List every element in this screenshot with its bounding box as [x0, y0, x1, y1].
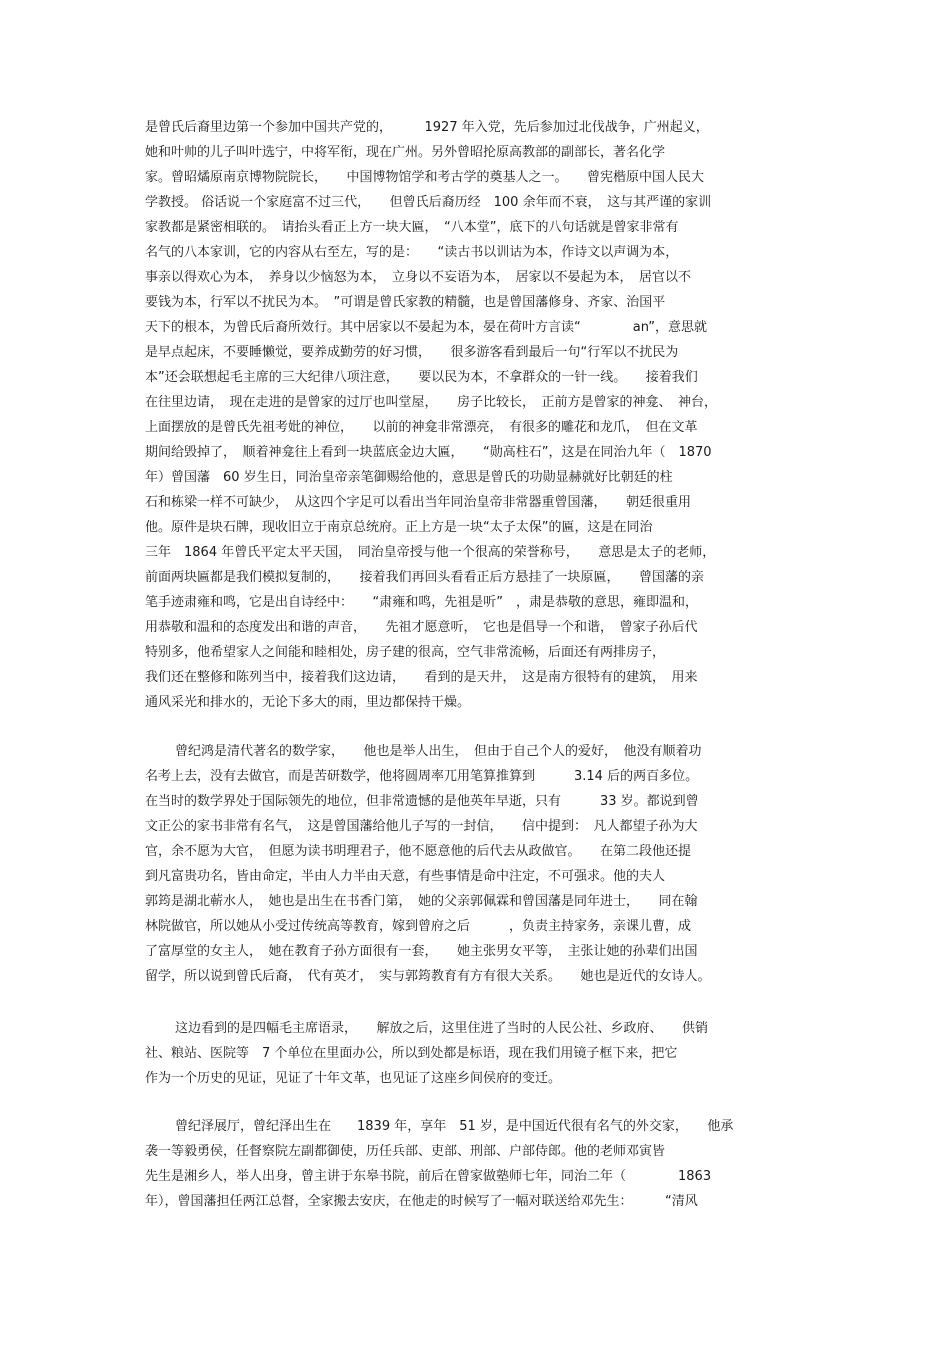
text-line: 这边看到的是四幅毛主席语录， 解放之后，这里住进了当时的人民公社、乡政府、 供销 — [175, 1021, 709, 1036]
text-line: 官，余不愿为大官， 但愿为读书明理君子，他不愿意他的后代去从政做官。 在第二段他还提 — [145, 844, 692, 859]
text-line: 天下的根本，为曾氏后裔所效行。其中居家以不晏起为本，晏在荷叶方言读“ an”，意思就 — [145, 320, 707, 335]
text-line: 年）曾国藩 60 岁生日，同治皇帝亲笔御赐给他的，意思是曾氏的功勋显赫就好比朝廷的柱 — [145, 470, 673, 485]
text-line: 事亲以得欢心为本， 养身以少恼怒为本， 立身以不妄语为本， 居家以不晏起为本， 居官以不 — [145, 270, 692, 285]
text-line: 文正公的家书非常有名气， 这是曾国藩给他儿子写的一封信， 信中提到： 凡人都望子孙为大 — [145, 819, 698, 834]
text-line: 我们还在整修和陈列当中，接着我们这边请， 看到的是天井， 这是南方很特有的建筑， 用来 — [145, 670, 698, 685]
text-line: 年），曾国藩担任两江总督，全家搬去安庆，在他走的时候写了一幅对联送给邓先生： “清风 — [145, 1194, 698, 1209]
text-line: 林院做官，所以她从小受过传统高等教育，嫁到曾府之后 ，负责主持家务，亲课儿曹，成 — [145, 919, 692, 934]
text-line: 名考上去，没有去做官，而是苦研数学，他将圆周率兀用笔算推算到 3.14 后的两百多位。 — [145, 769, 699, 784]
text-line: 通风采光和排水的，无论下多大的雨，里边都保持干燥。 — [145, 695, 471, 710]
text-line: 特别多，他希望家人之间能和睦相处，房子建的很高，空气非常流畅，后面还有两排房子， — [145, 645, 666, 660]
text-line: 了富厚堂的女主人， 她在教育子孙方面很有一套， 她主张男女平等， 主张让她的孙辈们出国 — [145, 944, 698, 959]
text-line: 名气的八本家训，它的内容从右至左，写的是： “读古书以训诂为本，作诗文以声调为本， — [145, 245, 679, 260]
text-line: 他。原件是块石牌，现收旧立于南京总统府。正上方是一块“太子太保”的匾，这是在同治 — [145, 520, 653, 535]
text-line: 期间给毁掉了， 顺着神龛往上看到一块蓝底金边大匾， “勋高柱石”，这是在同治九年（ 1870 — [145, 445, 712, 460]
text-line: 在当时的数学界处于国际领先的地位，但非常遗憾的是他英年早逝，只有 33 岁。都说到曾 — [145, 794, 699, 809]
text-line: 在往里边请， 现在走进的是曾家的过厅也叫堂屋， 房子比较长， 正前方是曾家的神龛、 神台， — [145, 395, 718, 410]
text-line: 先生是湘乡人，举人出身，曾主讲于东皋书院，前后在曾家做塾师七年，同治二年（ 1863 — [145, 1169, 712, 1184]
text-line: 郭筠是湖北蕲水人， 她也是出生在书香门第， 她的父亲郭佩霖和曾国藩是同年进士， 同在翰 — [145, 894, 698, 909]
text-line: 留学，所以说到曾氏后裔， 代有英才， 实与郭筠教育有方有很大关系。 她也是近代的女诗人。 — [145, 969, 711, 984]
text-line: 石和栋梁一样不可缺少， 从这四个字足可以看出当年同治皇帝非常器重曾国藩， 朝廷很重用 — [145, 495, 692, 510]
text-line: 到凡富贵功名，皆由命定，半由人力半由天意，有些事情是命中注定，不可强求。他的夫人 — [145, 869, 666, 884]
text-line: 三年 1864 年曾氏平定太平天国， 同治皇帝授与他一个很高的荣誉称号， 意思是太子的老师， — [145, 545, 716, 560]
text-line: 曾纪泽展厅，曾纪泽出生在 1839 年，享年 51 岁，是中国近代很有名气的外交家， 他承 — [175, 1119, 734, 1134]
text-line: 本”还会联想起毛主席的三大纪律八项注意， 要以民为本，不拿群众的一针一线。 接着我们 — [145, 370, 698, 385]
text-line: 上面摆放的是曾氏先祖考妣的神位， 以前的神龛非常漂亮， 有很多的雕花和龙爪， 但在文革 — [145, 420, 698, 435]
text-line: 用恭敬和温和的态度发出和谐的声音， 先祖才愿意听， 它也是倡导一个和谐， 曾家子孙后代 — [145, 620, 698, 635]
text-line: 笔手迹肃雍和鸣，它是出自诗经中： “肃雍和鸣，先祖是听” ，肃是恭敬的意思，雍即温和， — [145, 595, 698, 610]
text-line: 她和叶帅的儿子叫叶选宁，中将军衔，现在广州。另外曾昭抡原高教部的副部长，著名化学 — [145, 145, 666, 160]
text-line: 学教授。 俗话说一个家庭富不过三代， 但曾氏后裔历经 100 余年而不衰， 这与其严谨的家训 — [145, 195, 712, 210]
text-line: 家教都是紧密相联的。 请抬头看正上方一块大匾， “八本堂”，底下的八句话就是曾家非常有 — [145, 220, 679, 235]
text-line: 社、粮站、医院等 7 个单位在里面办公，所以到处都是标语，现在我们用镜子框下来，把它 — [145, 1046, 678, 1061]
text-line: 要钱为本，行军以不扰民为本。 ”可谓是曾氏家教的精髓，也是曾国藩修身、齐家、治国平 — [145, 295, 666, 310]
text-line: 作为一个历史的见证，见证了十年文革，也见证了这座乡间侯府的变迁。 — [145, 1071, 562, 1086]
text-line: 是早点起床，不要睡懒觉，要养成勤劳的好习惯， 很多游客看到最后一句“行军以不扰民为 — [145, 345, 679, 360]
text-line: 前面两块匾都是我们模拟复制的， 接着我们再回头看看正后方悬挂了一块原匾， 曾国藩的亲 — [145, 570, 705, 585]
text-line: 家。曾昭燏原南京博物院院长， 中国博物馆学和考古学的奠基人之一。 曾宪楷原中国人民大 — [145, 170, 705, 185]
text-line: 曾纪鸿是清代著名的数学家， 他也是举人出生， 但由于自己个人的爱好， 他没有顺着功 — [175, 744, 702, 759]
text-line: 袭一等毅勇侯，任督察院左副都御使，历任兵部、吏部、刑部、户部侍郎。他的老师邓寅皆 — [145, 1144, 666, 1159]
text-line: 是曾氏后裔里边第一个参加中国共产党的， 1927 年入党，先后参加过北伐战争，广州起义， — [145, 120, 709, 135]
